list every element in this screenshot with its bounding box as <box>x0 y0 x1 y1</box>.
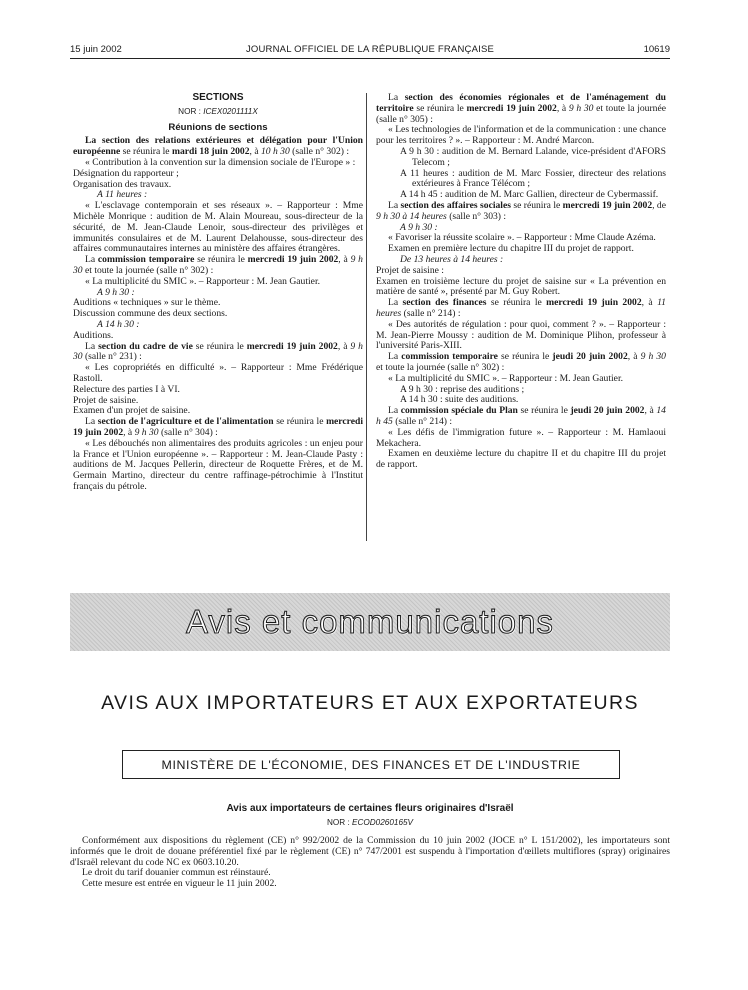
paragraph: La commission temporaire se réunira le jeudi 20 juin 2002, à 9 h 30 et toute la journée (salle n° 302) : <box>376 351 666 373</box>
paragraph: A 14 h 30 : <box>97 318 140 330</box>
paragraph: Examen en troisième lecture du projet de saisine sur « La prévention en matière de santé », présenté par M. Guy Robert. <box>376 275 666 298</box>
paragraph: A 9 h 30 : <box>97 286 135 298</box>
paragraph: La section du cadre de vie se réunira le mercredi 19 juin 2002, à 9 h 30 (salle n° 231) : <box>73 340 363 363</box>
left-column <box>73 93 363 493</box>
paragraph: « Les technologies de l'information et de la communication : une chance pour les territoires ? ». – Rapporteur : M. André Marcon. <box>376 124 666 147</box>
paragraph: A 9 h 30 : <box>400 221 438 233</box>
paragraph: La section de l'agriculture et de l'alimentation se réunira le mercredi 19 juin 2002, à 9 h 30 (salle n° 304) : <box>73 416 363 438</box>
paragraph: A 9 h 30 : reprise des auditions ; <box>400 383 525 395</box>
ministry-box <box>122 750 620 779</box>
paragraph: Examen en deuxième lecture du chapitre II et du chapitre III du projet de rapport. <box>376 448 666 471</box>
ministry-title: MINISTÈRE DE L'ÉCONOMIE, DES FINANCES ET DE L'INDUSTRIE <box>161 757 581 772</box>
paragraph: Auditions. <box>73 329 114 341</box>
article-body <box>70 836 670 890</box>
paragraph: « La multiplicité du SMIC ». – Rapporteur : M. Jean Gautier. <box>388 372 624 384</box>
sections-subheading: Réunions de sections <box>168 121 268 133</box>
paragraph: « La multiplicité du SMIC ». – Rapporteur : M. Jean Gautier. <box>85 275 321 287</box>
sections-heading: SECTIONS <box>192 92 244 103</box>
paragraph: A 11 heures : audition de M. Marc Fossier, directeur des relations extérieures à France Télécom ; <box>400 167 666 190</box>
article-nor: NOR : ECOD0260165V <box>326 818 414 827</box>
paragraph: Relecture des parties I à VI. <box>73 383 180 395</box>
paragraph: « Les copropriétés en difficulté ». – Rapporteur : Mme Frédérique Rastoll. <box>73 362 363 384</box>
paragraph: Examen d'un projet de saisine. <box>73 405 191 417</box>
paragraph: « L'esclavage contemporain et ses réseaux ». – Rapporteur : Mme Michèle Monrique : audition de M. Alain Moureau, sous-directeur de la sécurité, de M. Jean-Claude Lenoir, sous-directeur des privilèges et immunités consulaires et de M. Laurent Delahousse, sous-directeur des affaires communautaires internes au ministère des affaires étrangères. <box>73 200 363 255</box>
paragraph: « Les défis de l'immigration future ». – Rapporteur : M. Hamlaoui Mekachera. <box>376 426 666 449</box>
paragraph: La section des finances se réunira le mercredi 19 juin 2002, à 11 heures (salle n° 214) : <box>376 297 666 319</box>
paragraph: Projet de saisine : <box>376 264 444 276</box>
header-page-number: 10619 <box>643 44 670 55</box>
paragraph: « Des autorités de régulation : pour quoi, comment ? ». – Rapporteur : M. Jean-Pierre Moussy : audition de M. Dominique Plihon, professeur à l'université Paris-XIII. <box>376 318 666 352</box>
paragraph: La section des affaires sociales se réunira le mercredi 19 juin 2002, de 9 h 30 à 14 heures (salle n° 303) : <box>376 199 666 222</box>
paragraph: Désignation du rapporteur ; <box>73 167 179 179</box>
avis-heading: AVIS AUX IMPORTATEURS ET AUX EXPORTATEURS <box>101 692 639 714</box>
paragraph: La section des économies régionales et de l'aménagement du territoire se réunira le mercredi 19 juin 2002, à 9 h 30 et toute la journée (salle n° 305) : <box>376 92 666 125</box>
header-journal-title: JOURNAL OFFICIEL DE LA RÉPUBLIQUE FRANÇAISE <box>245 44 495 55</box>
column-divider <box>366 93 367 541</box>
article-title: Avis aux importateurs de certaines fleurs originaires d'Israël <box>226 803 514 814</box>
paragraph: Auditions « techniques » sur le thème. <box>73 297 221 309</box>
paragraph: A 9 h 30 : audition de M. Bernard Lalande, vice-président d'AFORS Telecom ; <box>400 145 666 168</box>
paragraph: A 11 heures : <box>97 189 148 201</box>
paragraph: La commission temporaire se réunira le mercredi 19 juin 2002, à 9 h 30 et toute la journée (salle n° 302) : <box>73 254 363 276</box>
paragraph: « Les débouchés non alimentaires des produits agricoles : un enjeu pour la France et l'Union européenne ». – Rapporteur : M. Jean-Claude Pasty : auditions de M. Jacques Pellerin, directeur de Roquette Frères, et de M. Germain Martino, directeur du centre raffinage-pétrochimie à l'Institut français du pétrole. <box>73 437 363 492</box>
paragraph: Le droit du tarif douanier commun est réinstauré. <box>82 867 271 879</box>
paragraph: Examen en première lecture du chapitre III du projet de rapport. <box>388 243 634 255</box>
paragraph: « Contribution à la convention sur la dimension sociale de l'Europe » : <box>85 156 356 168</box>
paragraph: Projet de saisine. <box>73 394 139 406</box>
paragraph: Conformément aux dispositions du règlement (CE) n° 992/2002 de la Commission du 10 juin 2002 (JOCE n° L 151/2002), les importateurs sont informés que le droit de douane préférentiel fixé par le règlement (CE) n° 747/2001 est suspendu à l'importation d'œillets multiflores (spray) originaires d'Israël relevant du code NC ex 0603.10.20. <box>70 835 670 868</box>
header-rule <box>70 58 670 59</box>
paragraph: De 13 heures à 14 heures : <box>400 253 504 265</box>
paragraph: A 14 h 45 : audition de M. Marc Gallien, directeur de Cybermassif. <box>400 189 659 201</box>
page-header <box>70 44 670 58</box>
paragraph: Cette mesure est entrée en vigueur le 11 juin 2002. <box>82 878 277 890</box>
paragraph: « Favoriser la réussite scolaire ». – Rapporteur : Mme Claude Azéma. <box>388 232 656 244</box>
paragraph: A 14 h 30 : suite des auditions. <box>400 394 519 406</box>
paragraph: La commission spéciale du Plan se réunira le jeudi 20 juin 2002, à 14 h 45 (salle n° 214) : <box>376 405 666 427</box>
section-banner <box>70 593 670 651</box>
sections-nor: NOR : ICEX0201111X <box>178 106 258 116</box>
paragraph: Discussion commune des deux sections. <box>73 308 228 320</box>
header-date: 15 juin 2002 <box>70 44 122 55</box>
paragraph: Organisation des travaux. <box>73 178 172 190</box>
banner-title: Avis et communications <box>185 603 555 640</box>
right-column <box>376 93 666 471</box>
paragraph: La section des relations extérieures et délégation pour l'Union européenne se réunira le mardi 18 juin 2002, à 10 h 30 (salle n° 302) : <box>73 135 363 158</box>
